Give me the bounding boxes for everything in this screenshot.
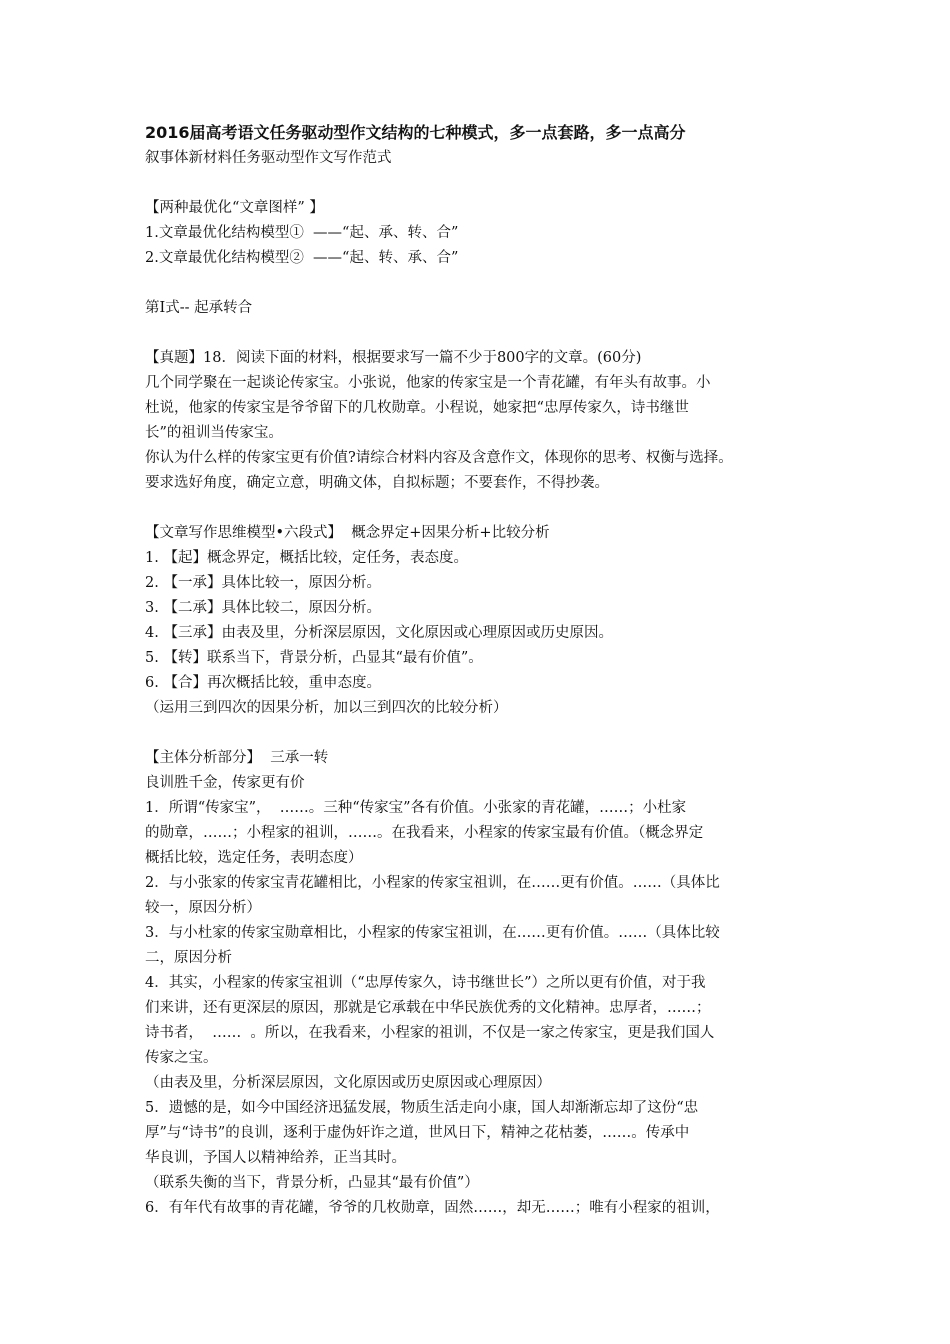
document-title: 2016届高考语文任务驱动型作文结构的七种模式，多一点套路，多一点高分 [145, 123, 686, 142]
material-line: 杜说，他家的传家宝是爷爷留下的几枚勋章。小程说，她家把“忠厚传家久，诗书继世 [145, 400, 689, 416]
two-models-heading: 【两种最优化“文章图样” 】 [145, 200, 324, 216]
body-line: 厚”与“诗书”的良训，逐利于虚伪奸诈之道，世风日下，精神之花枯萎，……。传承中 [145, 1125, 690, 1141]
body-line: 1．所谓“传家宝”， ……。三种“传家宝”各有价值。小张家的青花罐，……；小杜家 [145, 800, 687, 816]
model-step: 4. 【三承】由表及里，分析深层原因，文化原因或心理原因或历史原因。 [145, 625, 613, 641]
body-line: 概括比较，选定任务，表明态度） [145, 850, 363, 866]
body-heading: 【主体分析部分】 三承一转 [145, 750, 329, 766]
material-line: 几个同学聚在一起谈论传家宝。小张说，他家的传家宝是一个青花罐，有年头有故事。小 [145, 375, 711, 391]
body-line: 传家之宝。 [145, 1050, 218, 1066]
body-line: 诗书者， …… 。所以，在我看来，小程家的祖训，不仅是一家之传家宝，更是我们国人 [145, 1025, 715, 1041]
model-step: 5. 【转】联系当下，背景分析，凸显其“最有价值”。 [145, 650, 483, 666]
body-line: 4．其实，小程家的传家宝祖训（“忠厚传家久，诗书继世长”）之所以更有价值，对于我 [145, 975, 706, 991]
body-theme: 良训胜千金，传家更有价 [145, 775, 305, 791]
question-line: 【真题】18．阅读下面的材料，根据要求写一篇不少于800字的文章。(60分) [145, 350, 642, 366]
body-line: （由表及里，分析深层原因，文化原因或历史原因或心理原因） [145, 1075, 551, 1091]
body-line: 二，原因分析 [145, 950, 232, 966]
model-note: （运用三到四次的因果分析，加以三到四次的比较分析） [145, 700, 508, 716]
body-line: 华良训，予国人以精神给养，正当其时。 [145, 1150, 406, 1166]
body-line: 的勋章，……；小程家的祖训，……。在我看来，小程家的传家宝最有价值。（概念界定 [145, 825, 704, 841]
model-item: 2.文章最优化结构模型② ——“起、转、承、合” [145, 250, 459, 266]
body-line: 们来讲，还有更深层的原因，那就是它承载在中华民族优秀的文化精神。忠厚者，……； [145, 1000, 711, 1016]
document-page [145, 120, 835, 1221]
body-line: 6．有年代有故事的青花罐，爷爷的几枚勋章，固然……，却无……；唯有小程家的祖训， [145, 1200, 720, 1216]
model-step: 1. 【起】概念界定，概括比较，定任务，表态度。 [145, 550, 468, 566]
section-heading: 第Ⅰ式-- 起承转合 [145, 300, 253, 316]
body-line: 3．与小杜家的传家宝勋章相比，小程家的传家宝祖训，在……更有价值。……（具体比较 [145, 925, 720, 941]
document-subtitle: 叙事体新材料任务驱动型作文写作范式 [145, 150, 392, 166]
model-heading: 【文章写作思维模型•六段式】 概念界定+因果分析+比较分析 [145, 525, 550, 541]
model-step: 2. 【一承】具体比较一，原因分析。 [145, 575, 381, 591]
body-line: （联系失衡的当下，背景分析，凸显其“最有价值”） [145, 1175, 479, 1191]
model-step: 3. 【二承】具体比较二，原因分析。 [145, 600, 381, 616]
body-line: 较一，原因分析） [145, 900, 261, 916]
body-line: 5．遗憾的是，如今中国经济迅猛发展，物质生活走向小康，国人却渐渐忘却了这份“忠 [145, 1100, 699, 1116]
requirement-line: 要求选好角度，确定立意，明确文体，自拟标题；不要套作，不得抄袭。 [145, 475, 609, 491]
material-line: 长”的祖训当传家宝。 [145, 425, 283, 441]
requirement-line: 你认为什么样的传家宝更有价值?请综合材料内容及含意作文，体现你的思考、权衡与选择。 [145, 450, 733, 466]
model-step: 6. 【合】再次概括比较，重申态度。 [145, 675, 381, 691]
body-line: 2．与小张家的传家宝青花罐相比，小程家的传家宝祖训，在……更有价值。……（具体比 [145, 875, 720, 891]
model-item: 1.文章最优化结构模型① ——“起、承、转、合” [145, 225, 459, 241]
